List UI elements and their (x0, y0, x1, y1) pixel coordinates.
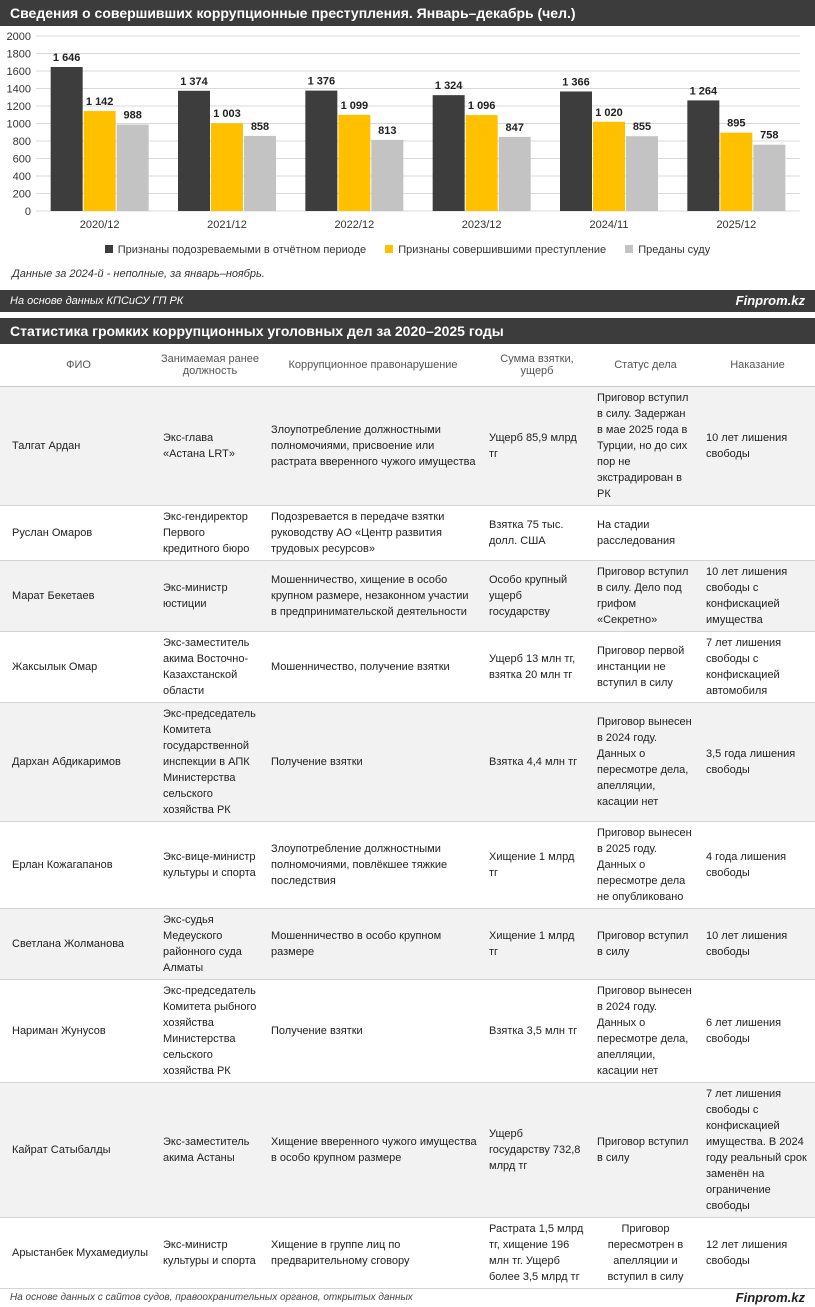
y-tick-label: 1800 (6, 48, 31, 61)
cell-position: Экс-глава «Астана LRT» (157, 387, 263, 506)
cell-status: Приговор вступил в силу. Дело под грифом «Секретно» (591, 561, 700, 632)
cell-offense: Мошенничество, хищение в особо крупном размере, незаконном участии в предпринимательской деятельности (263, 561, 483, 632)
data-label: 758 (760, 129, 779, 142)
y-tick-label: 1200 (6, 101, 31, 113)
y-tick-label: 1000 (6, 118, 31, 131)
bar-suspects (687, 100, 719, 211)
table-title: Статистика громких коррупционных уголовных дел за 2020–2025 годы (10, 323, 504, 339)
table-title-bar (0, 318, 815, 344)
table-footer (0, 1289, 815, 1307)
legend-item-suspects: Признаны подозреваемыми в отчётном периоде (105, 244, 366, 256)
bar-suspects (560, 91, 592, 211)
cell-punishment: 12 лет лишения свободы (700, 1218, 815, 1289)
y-tick-label: 2000 (6, 31, 31, 43)
data-label: 855 (632, 121, 652, 134)
cell-amount: Особо крупный ущерб государству (483, 561, 591, 632)
data-label: 1 099 (340, 99, 369, 112)
data-label: 988 (123, 109, 142, 122)
cell-position: Экс-председатель Комитета рыбного хозяйства Министерства сельского хозяйства РК (157, 980, 263, 1083)
cell-punishment: 10 лет лишения свободы с конфискацией имущества (700, 561, 815, 632)
y-tick-label: 1600 (6, 66, 31, 78)
data-label: 1 374 (180, 75, 208, 88)
bar-suspects (51, 67, 83, 211)
cell-punishment: 7 лет лишения свободы с конфискацией имущества. В 2024 году реальный срок заменён на ограничение свободы (700, 1083, 815, 1218)
cell-punishment: 7 лет лишения свободы с конфискацией автомобиля (700, 632, 815, 703)
cell-punishment: 4 года лишения свободы (700, 822, 815, 909)
col-header-amount: Сумма взятки, ущерб (483, 344, 591, 387)
data-label: 1 142 (85, 96, 114, 109)
table-row (0, 822, 815, 909)
table-row (0, 909, 815, 980)
legend-swatch-trial (625, 245, 633, 253)
col-header-offense: Коррупционное правонарушение (263, 344, 483, 387)
data-label: 1 646 (52, 51, 81, 64)
cases-table-body (0, 387, 815, 1289)
cell-amount: Растрата 1,5 млрд тг, хищение 196 млн тг. Ущерб более 3,5 млрд тг (483, 1218, 591, 1289)
cell-punishment: 6 лет лишения свободы (700, 980, 815, 1083)
bar-suspects (305, 91, 337, 211)
data-label: 895 (727, 117, 746, 130)
cell-offense: Хищение в группе лиц по предварительному сговору (263, 1218, 483, 1289)
bar-convicted (720, 133, 752, 211)
bar-trial (117, 125, 149, 211)
cell-punishment: 3,5 года лишения свободы (700, 703, 815, 822)
cell-amount: Хищение 1 млрд тг (483, 822, 591, 909)
cell-name: Кайрат Сатыбалды (0, 1083, 157, 1218)
chart-legend (0, 244, 815, 256)
y-tick-label: 400 (12, 171, 31, 183)
cell-status: На стадии расследования (591, 506, 700, 561)
col-header-punishment: Наказание (700, 344, 815, 387)
data-label: 847 (505, 121, 524, 134)
x-tick-label: 2020/12 (79, 219, 120, 231)
cell-position: Экс-заместитель акима Восточно-Казахстанской области (157, 632, 263, 703)
cell-name: Светлана Жолманова (0, 909, 157, 980)
cell-position: Экс-судья Медеуского районного суда Алматы (157, 909, 263, 980)
data-label: 1 376 (307, 75, 336, 88)
cell-name: Ерлан Кожагапанов (0, 822, 157, 909)
y-tick-label: 800 (12, 136, 31, 148)
cell-offense: Подозревается в передаче взятки руководству АО «Центр развития трудовых ресурсов» (263, 506, 483, 561)
cell-offense: Злоупотребление должностными полномочиями, присвоение или растрата вверенного чужого имущества (263, 387, 483, 506)
cell-punishment: 10 лет лишения свободы (700, 387, 815, 506)
cell-amount: Взятка 4,4 млн тг (483, 703, 591, 822)
chart-footer (0, 290, 815, 312)
cell-amount: Хищение 1 млрд тг (483, 909, 591, 980)
cell-name: Арыстанбек Мухамедиулы (0, 1218, 157, 1289)
bar-convicted (84, 111, 116, 211)
table-row (0, 703, 815, 822)
cell-status: Приговор вынесен в 2024 году. Данных о пересмотре дела, апелляции, касации нет (591, 703, 700, 822)
legend-swatch-convicted (385, 245, 393, 253)
chart-brand-logo: Finprom.kz (735, 293, 805, 308)
x-tick-label: 2022/12 (334, 219, 375, 231)
bar-chart (0, 26, 815, 290)
table-source: На основе данных с сайтов судов, правоохранительных органов, открытых данных (10, 1292, 413, 1303)
cell-status: Приговор вступил в силу (591, 909, 700, 980)
cell-amount: Ущерб 85,9 млрд тг (483, 387, 591, 506)
table-brand-logo: Finprom.kz (735, 1290, 805, 1305)
bar-convicted (338, 115, 370, 211)
cell-status: Приговор вынесен в 2025 году. Данных о пересмотре дела не опубликовано (591, 822, 700, 909)
cell-status: Приговор пересмотрен в апелляции и вступил в силу (591, 1218, 700, 1289)
table-row (0, 1218, 815, 1289)
bar-trial (244, 136, 276, 211)
cell-offense: Получение взятки (263, 703, 483, 822)
x-tick-label: 2021/12 (207, 219, 247, 231)
col-header-name: ФИО (0, 344, 157, 387)
table-row (0, 980, 815, 1083)
cell-offense: Получение взятки (263, 980, 483, 1083)
cell-name: Жаксылык Омар (0, 632, 157, 703)
data-label: 813 (378, 124, 397, 137)
cell-status: Приговор первой инстанции не вступил в силу (591, 632, 700, 703)
x-tick-label: 2025/12 (716, 219, 757, 231)
bar-trial (371, 140, 403, 211)
chart-source: На основе данных КПСиСУ ГП РК (10, 295, 184, 307)
bar-convicted (466, 115, 498, 211)
data-label: 1 264 (689, 85, 718, 98)
table-row (0, 387, 815, 506)
cell-amount: Ущерб государству 732,8 млрд тг (483, 1083, 591, 1218)
chart-title-bar (0, 0, 815, 26)
table-row (0, 632, 815, 703)
cell-punishment: 10 лет лишения свободы (700, 909, 815, 980)
bar-convicted (211, 123, 243, 211)
table-row (0, 1083, 815, 1218)
cell-position: Экс-гендиректор Первого кредитного бюро (157, 506, 263, 561)
chart-note: Данные за 2024-й - неполные, за январь–ноябрь. (12, 268, 265, 280)
data-label: 1 003 (213, 108, 241, 121)
y-tick-label: 600 (12, 153, 31, 166)
bar-convicted (593, 122, 625, 211)
cell-punishment (700, 506, 815, 561)
cell-position: Экс-вице-министр культуры и спорта (157, 822, 263, 909)
cell-position: Экс-заместитель акима Астаны (157, 1083, 263, 1218)
cell-amount: Ущерб 13 млн тг, взятка 20 млн тг (483, 632, 591, 703)
col-header-status: Статус дела (591, 344, 700, 387)
y-tick-label: 0 (24, 206, 31, 218)
cell-name: Марат Бекетаев (0, 561, 157, 632)
cell-offense: Мошенничество в особо крупном размере (263, 909, 483, 980)
col-header-position: Занимаемая ранее должность (157, 344, 263, 387)
cell-position: Экс-министр юстиции (157, 561, 263, 632)
cell-name: Талгат Ардан (0, 387, 157, 506)
bar-suspects (178, 91, 210, 211)
data-label: 858 (250, 120, 270, 133)
data-label: 1 324 (434, 80, 463, 93)
chart-title: Сведения о совершивших коррупционные преступления. Январь–декабрь (чел.) (10, 5, 576, 21)
cell-name: Нариман Жунусов (0, 980, 157, 1083)
cell-position: Экс-министр культуры и спорта (157, 1218, 263, 1289)
data-label: 1 020 (595, 106, 623, 119)
cell-amount: Взятка 75 тыс. долл. США (483, 506, 591, 561)
legend-item-convicted: Признаны совершившими преступление (385, 244, 606, 256)
table-row (0, 561, 815, 632)
y-tick-label: 1400 (6, 83, 31, 96)
cell-offense: Хищение вверенного чужого имущества в особо крупном размере (263, 1083, 483, 1218)
table-header-row (0, 344, 815, 387)
cell-offense: Злоупотребление должностными полномочиями, повлёкшее тяжкие последствия (263, 822, 483, 909)
cases-table (0, 344, 815, 1289)
table-row (0, 506, 815, 561)
bar-trial (626, 136, 658, 211)
legend-item-trial: Преданы суду (625, 244, 710, 256)
cell-position: Экс-председатель Комитета государственной инспекции в АПК Министерства сельского хозяйства РК (157, 703, 263, 822)
cell-amount: Взятка 3,5 млн тг (483, 980, 591, 1083)
legend-swatch-suspects (105, 245, 113, 253)
data-label: 1 096 (467, 100, 496, 113)
cell-offense: Мошенничество, получение взятки (263, 632, 483, 703)
cell-status: Приговор вступил в силу. Задержан в мае 2025 года в Турции, но до сих пор не экстрадирован в РК (591, 387, 700, 506)
cell-name: Руслан Омаров (0, 506, 157, 561)
y-tick-label: 200 (12, 188, 31, 201)
cell-name: Дархан Абдикаримов (0, 703, 157, 822)
data-label: 1 366 (562, 76, 590, 89)
cell-status: Приговор вынесен в 2024 году. Данных о пересмотре дела, апелляции, касации нет (591, 980, 700, 1083)
x-tick-label: 2023/12 (461, 219, 502, 231)
cell-status: Приговор вступил в силу (591, 1083, 700, 1218)
x-tick-label: 2024/11 (589, 219, 629, 231)
bar-trial (499, 137, 531, 211)
bar-suspects (433, 95, 465, 211)
bar-trial (753, 145, 785, 211)
